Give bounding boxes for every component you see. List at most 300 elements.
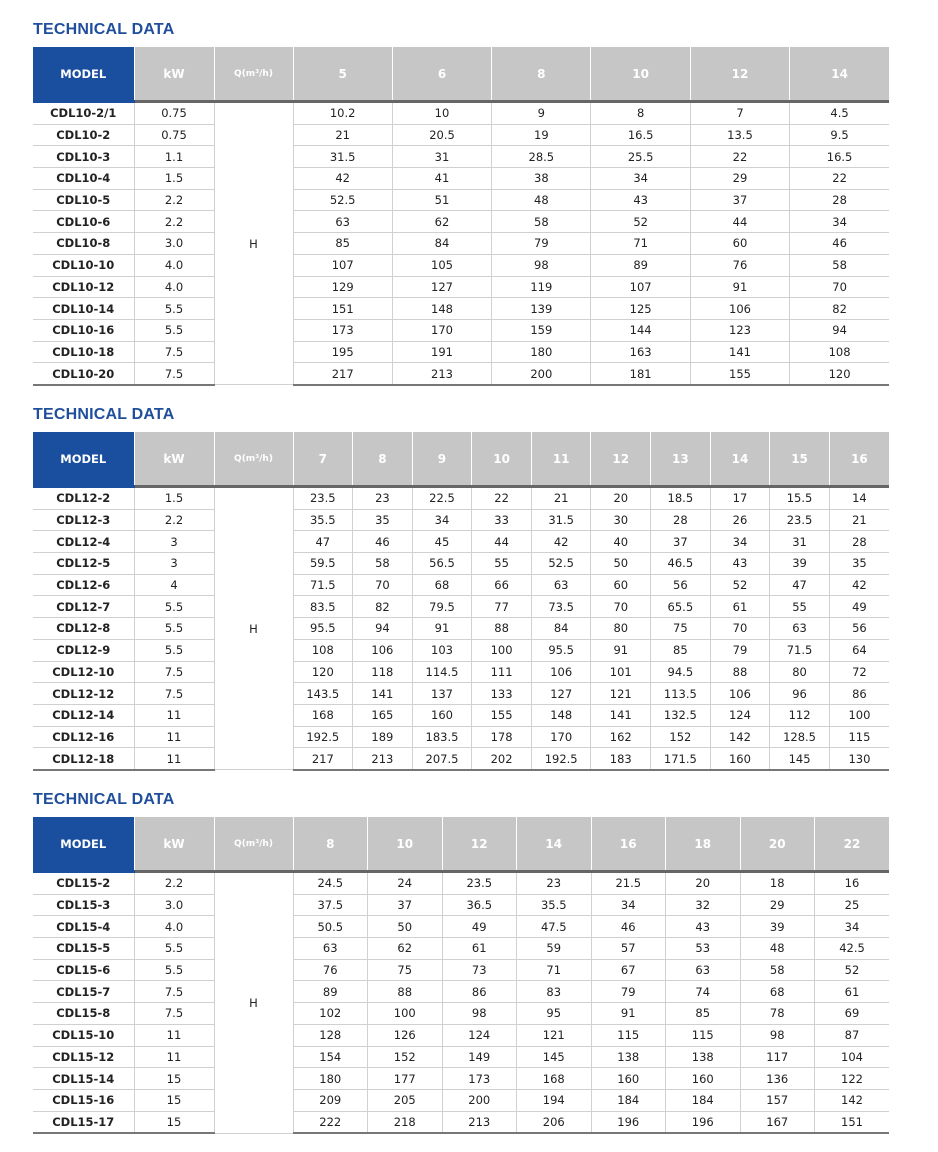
kw-cell: 3	[134, 553, 214, 575]
kw-column-header: kW	[134, 47, 214, 102]
model-cell: CDL12-7	[33, 596, 134, 618]
table-row	[33, 319, 889, 341]
table-row	[33, 487, 889, 510]
head-value-cell: 91	[591, 639, 651, 661]
kw-cell: 5.5	[134, 298, 214, 320]
model-cell: CDL15-10	[33, 1024, 134, 1046]
head-value-cell: 107	[591, 276, 690, 298]
head-value-cell: 58	[790, 254, 889, 276]
head-value-cell: 168	[517, 1068, 592, 1090]
model-cell: CDL12-6	[33, 574, 134, 596]
head-value-cell: 138	[591, 1046, 666, 1068]
section-title: TECHNICAL DATA	[33, 406, 175, 423]
kw-cell: 7.5	[134, 661, 214, 683]
flow-value-header: 10	[368, 817, 443, 872]
head-value-cell: 177	[368, 1068, 443, 1090]
head-value-cell: 100	[368, 1003, 443, 1025]
head-value-cell: 138	[666, 1046, 741, 1068]
head-value-cell: 121	[591, 683, 651, 705]
head-value-cell: 213	[392, 363, 491, 385]
head-value-cell: 64	[829, 639, 889, 661]
model-cell: CDL15-3	[33, 894, 134, 916]
head-value-cell: 45	[412, 531, 472, 553]
kw-cell: 15	[134, 1089, 214, 1111]
head-value-cell: 34	[790, 211, 889, 233]
head-value-cell: 98	[442, 1003, 517, 1025]
model-cell: CDL12-12	[33, 683, 134, 705]
table-row	[33, 124, 889, 146]
model-cell: CDL10-2/1	[33, 102, 134, 125]
head-value-cell: 170	[531, 726, 591, 748]
head-value-cell: 71.5	[770, 639, 830, 661]
head-value-cell: 22	[690, 146, 789, 168]
head-value-cell: 86	[829, 683, 889, 705]
model-column-header: MODEL	[33, 817, 134, 872]
head-value-cell: 94	[790, 319, 889, 341]
table-row	[33, 894, 889, 916]
table-row	[33, 1024, 889, 1046]
head-value-cell: 180	[293, 1068, 368, 1090]
head-value-cell: 62	[368, 938, 443, 960]
head-value-cell: 105	[392, 254, 491, 276]
head-value-cell: 78	[740, 1003, 815, 1025]
head-value-cell: 74	[666, 981, 741, 1003]
head-value-cell: 91	[690, 276, 789, 298]
head-value-cell: 42.5	[815, 938, 890, 960]
head-value-cell: 23.5	[293, 487, 353, 510]
head-value-cell: 88	[710, 661, 770, 683]
head-value-cell: 29	[690, 168, 789, 190]
flow-value-header: 14	[517, 817, 592, 872]
head-value-cell: 180	[492, 341, 591, 363]
table-row	[33, 916, 889, 938]
flow-value-header: 10	[591, 47, 690, 102]
head-value-cell: 112	[770, 704, 830, 726]
flow-value-header: 8	[492, 47, 591, 102]
model-cell: CDL15-14	[33, 1068, 134, 1090]
kw-cell: 3.0	[134, 894, 214, 916]
kw-cell: 11	[134, 748, 214, 770]
head-value-cell: 37.5	[293, 894, 368, 916]
head-value-cell: 71	[591, 233, 690, 255]
head-value-cell: 102	[293, 1003, 368, 1025]
flow-value-header: 10	[472, 432, 532, 487]
head-value-cell: 60	[591, 574, 651, 596]
table-row	[33, 1089, 889, 1111]
head-label-cell: H	[214, 872, 293, 1134]
head-value-cell: 122	[815, 1068, 890, 1090]
head-value-cell: 96	[770, 683, 830, 705]
head-value-cell: 71	[517, 959, 592, 981]
model-cell: CDL15-2	[33, 872, 134, 895]
table-row	[33, 726, 889, 748]
head-value-cell: 87	[815, 1024, 890, 1046]
head-value-cell: 15.5	[770, 487, 830, 510]
head-value-cell: 89	[591, 254, 690, 276]
head-value-cell: 195	[293, 341, 392, 363]
head-value-cell: 184	[666, 1089, 741, 1111]
table-row	[33, 189, 889, 211]
table-row	[33, 509, 889, 531]
flow-value-header: 12	[442, 817, 517, 872]
head-value-cell: 137	[412, 683, 472, 705]
head-value-cell: 152	[651, 726, 711, 748]
flow-value-header: 14	[790, 47, 889, 102]
table-row	[33, 1003, 889, 1025]
flow-value-header: 8	[353, 432, 413, 487]
head-value-cell: 85	[651, 639, 711, 661]
head-value-cell: 125	[591, 298, 690, 320]
table-row	[33, 211, 889, 233]
head-value-cell: 145	[770, 748, 830, 770]
head-value-cell: 94.5	[651, 661, 711, 683]
head-value-cell: 82	[353, 596, 413, 618]
head-value-cell: 46	[591, 916, 666, 938]
model-cell: CDL10-4	[33, 168, 134, 190]
kw-cell: 7.5	[134, 683, 214, 705]
table-row	[33, 639, 889, 661]
head-value-cell: 48	[740, 938, 815, 960]
head-value-cell: 21.5	[591, 872, 666, 895]
head-value-cell: 13.5	[690, 124, 789, 146]
head-value-cell: 44	[472, 531, 532, 553]
head-label-cell: H	[214, 102, 293, 385]
head-value-cell: 121	[517, 1024, 592, 1046]
head-value-cell: 183	[591, 748, 651, 770]
head-value-cell: 57	[591, 938, 666, 960]
head-value-cell: 100	[829, 704, 889, 726]
head-value-cell: 23	[353, 487, 413, 510]
head-value-cell: 117	[740, 1046, 815, 1068]
kw-cell: 11	[134, 704, 214, 726]
kw-column-header: kW	[134, 817, 214, 872]
head-value-cell: 151	[293, 298, 392, 320]
head-value-cell: 39	[770, 553, 830, 575]
head-value-cell: 124	[442, 1024, 517, 1046]
head-value-cell: 85	[293, 233, 392, 255]
head-value-cell: 115	[829, 726, 889, 748]
head-value-cell: 142	[710, 726, 770, 748]
head-value-cell: 51	[392, 189, 491, 211]
head-value-cell: 106	[690, 298, 789, 320]
head-value-cell: 56	[829, 618, 889, 640]
head-value-cell: 75	[651, 618, 711, 640]
table-row	[33, 341, 889, 363]
table-row	[33, 1046, 889, 1068]
table-row	[33, 276, 889, 298]
head-value-cell: 145	[517, 1046, 592, 1068]
head-value-cell: 167	[740, 1111, 815, 1133]
head-value-cell: 28	[790, 189, 889, 211]
head-value-cell: 21	[531, 487, 591, 510]
model-column-header: MODEL	[33, 47, 134, 102]
head-value-cell: 80	[770, 661, 830, 683]
head-value-cell: 61	[815, 981, 890, 1003]
head-value-cell: 173	[293, 319, 392, 341]
head-value-cell: 209	[293, 1089, 368, 1111]
head-value-cell: 126	[368, 1024, 443, 1046]
table-row	[33, 298, 889, 320]
head-value-cell: 38	[492, 168, 591, 190]
head-value-cell: 62	[392, 211, 491, 233]
head-value-cell: 189	[353, 726, 413, 748]
flow-value-header: 6	[392, 47, 491, 102]
model-cell: CDL10-18	[33, 341, 134, 363]
head-value-cell: 31	[770, 531, 830, 553]
technical-data-table	[33, 46, 889, 386]
head-value-cell: 46	[790, 233, 889, 255]
head-value-cell: 84	[392, 233, 491, 255]
flow-column-header: Q(m³/h)	[214, 432, 293, 487]
head-value-cell: 49	[829, 596, 889, 618]
head-value-cell: 129	[293, 276, 392, 298]
head-value-cell: 222	[293, 1111, 368, 1133]
head-value-cell: 46	[353, 531, 413, 553]
flow-value-header: 16	[591, 817, 666, 872]
head-value-cell: 9	[492, 102, 591, 125]
head-value-cell: 16.5	[591, 124, 690, 146]
model-cell: CDL10-20	[33, 363, 134, 385]
technical-data-table	[33, 431, 889, 771]
section-title: TECHNICAL DATA	[33, 791, 175, 808]
head-value-cell: 165	[353, 704, 413, 726]
head-value-cell: 200	[442, 1089, 517, 1111]
head-value-cell: 104	[815, 1046, 890, 1068]
table-row	[33, 233, 889, 255]
model-cell: CDL15-4	[33, 916, 134, 938]
kw-cell: 15	[134, 1068, 214, 1090]
flow-value-header: 22	[815, 817, 890, 872]
head-value-cell: 39	[740, 916, 815, 938]
head-value-cell: 194	[517, 1089, 592, 1111]
head-value-cell: 19	[492, 124, 591, 146]
head-value-cell: 141	[591, 704, 651, 726]
head-value-cell: 35.5	[517, 894, 592, 916]
head-value-cell: 52.5	[531, 553, 591, 575]
flow-value-header: 12	[591, 432, 651, 487]
table-header-row	[33, 47, 889, 102]
head-value-cell: 68	[412, 574, 472, 596]
head-value-cell: 91	[591, 1003, 666, 1025]
table-row	[33, 102, 889, 125]
model-cell: CDL12-14	[33, 704, 134, 726]
kw-cell: 1.1	[134, 146, 214, 168]
kw-cell: 5.5	[134, 938, 214, 960]
head-value-cell: 10.2	[293, 102, 392, 125]
head-value-cell: 155	[690, 363, 789, 385]
head-value-cell: 168	[293, 704, 353, 726]
head-value-cell: 181	[591, 363, 690, 385]
kw-cell: 2.2	[134, 872, 214, 895]
flow-value-header: 12	[690, 47, 789, 102]
head-value-cell: 37	[690, 189, 789, 211]
head-value-cell: 20	[666, 872, 741, 895]
head-value-cell: 76	[690, 254, 789, 276]
head-value-cell: 111	[472, 661, 532, 683]
head-value-cell: 50.5	[293, 916, 368, 938]
kw-cell: 11	[134, 726, 214, 748]
kw-cell: 4.0	[134, 916, 214, 938]
head-value-cell: 47	[293, 531, 353, 553]
head-value-cell: 132.5	[651, 704, 711, 726]
head-value-cell: 103	[412, 639, 472, 661]
kw-cell: 5.5	[134, 319, 214, 341]
head-value-cell: 141	[353, 683, 413, 705]
head-value-cell: 73	[442, 959, 517, 981]
head-value-cell: 44	[690, 211, 789, 233]
head-value-cell: 34	[412, 509, 472, 531]
head-value-cell: 42	[293, 168, 392, 190]
head-value-cell: 136	[740, 1068, 815, 1090]
head-value-cell: 49	[442, 916, 517, 938]
head-value-cell: 58	[740, 959, 815, 981]
head-value-cell: 148	[531, 704, 591, 726]
head-value-cell: 40	[591, 531, 651, 553]
head-value-cell: 16.5	[790, 146, 889, 168]
head-value-cell: 218	[368, 1111, 443, 1133]
head-value-cell: 88	[472, 618, 532, 640]
head-value-cell: 108	[790, 341, 889, 363]
head-value-cell: 192.5	[531, 748, 591, 770]
head-value-cell: 47	[770, 574, 830, 596]
head-value-cell: 42	[531, 531, 591, 553]
head-value-cell: 88	[368, 981, 443, 1003]
table-row	[33, 596, 889, 618]
head-value-cell: 34	[591, 168, 690, 190]
technical-data-table	[33, 816, 889, 1134]
head-value-cell: 171.5	[651, 748, 711, 770]
table-header-row	[33, 817, 889, 872]
model-cell: CDL12-18	[33, 748, 134, 770]
flow-value-header: 13	[651, 432, 711, 487]
head-value-cell: 173	[442, 1068, 517, 1090]
head-value-cell: 31.5	[531, 509, 591, 531]
head-value-cell: 217	[293, 363, 392, 385]
table-row	[33, 574, 889, 596]
kw-cell: 1.5	[134, 487, 214, 510]
head-value-cell: 24.5	[293, 872, 368, 895]
head-value-cell: 118	[353, 661, 413, 683]
head-value-cell: 157	[740, 1089, 815, 1111]
head-value-cell: 196	[591, 1111, 666, 1133]
table-row	[33, 531, 889, 553]
kw-cell: 5.5	[134, 596, 214, 618]
kw-cell: 15	[134, 1111, 214, 1133]
kw-cell: 7.5	[134, 341, 214, 363]
head-value-cell: 61	[442, 938, 517, 960]
model-cell: CDL12-5	[33, 553, 134, 575]
table-row	[33, 146, 889, 168]
head-value-cell: 79.5	[412, 596, 472, 618]
model-cell: CDL15-16	[33, 1089, 134, 1111]
head-value-cell: 91	[412, 618, 472, 640]
model-cell: CDL12-4	[33, 531, 134, 553]
head-value-cell: 21	[829, 509, 889, 531]
kw-cell: 11	[134, 1046, 214, 1068]
model-cell: CDL10-6	[33, 211, 134, 233]
head-value-cell: 63	[666, 959, 741, 981]
head-value-cell: 119	[492, 276, 591, 298]
head-value-cell: 84	[531, 618, 591, 640]
model-cell: CDL12-8	[33, 618, 134, 640]
kw-cell: 4	[134, 574, 214, 596]
flow-value-header: 5	[293, 47, 392, 102]
head-value-cell: 56	[651, 574, 711, 596]
table-row	[33, 363, 889, 385]
head-value-cell: 20.5	[392, 124, 491, 146]
head-value-cell: 160	[710, 748, 770, 770]
head-value-cell: 71.5	[293, 574, 353, 596]
head-value-cell: 14	[829, 487, 889, 510]
head-value-cell: 160	[591, 1068, 666, 1090]
head-value-cell: 79	[710, 639, 770, 661]
kw-cell: 7.5	[134, 363, 214, 385]
head-value-cell: 155	[472, 704, 532, 726]
model-cell: CDL15-8	[33, 1003, 134, 1025]
head-value-cell: 43	[591, 189, 690, 211]
section-title: TECHNICAL DATA	[33, 21, 175, 38]
kw-cell: 3.0	[134, 233, 214, 255]
head-value-cell: 55	[472, 553, 532, 575]
head-value-cell: 98	[492, 254, 591, 276]
head-value-cell: 35	[829, 553, 889, 575]
head-value-cell: 23.5	[770, 509, 830, 531]
head-value-cell: 124	[710, 704, 770, 726]
head-value-cell: 53	[666, 938, 741, 960]
model-cell: CDL15-6	[33, 959, 134, 981]
head-value-cell: 28	[651, 509, 711, 531]
head-value-cell: 82	[790, 298, 889, 320]
head-value-cell: 95.5	[531, 639, 591, 661]
head-value-cell: 70	[790, 276, 889, 298]
head-value-cell: 43	[666, 916, 741, 938]
head-value-cell: 206	[517, 1111, 592, 1133]
head-value-cell: 152	[368, 1046, 443, 1068]
model-cell: CDL12-9	[33, 639, 134, 661]
head-value-cell: 98	[740, 1024, 815, 1046]
kw-cell: 3	[134, 531, 214, 553]
head-value-cell: 18.5	[651, 487, 711, 510]
head-value-cell: 139	[492, 298, 591, 320]
head-value-cell: 159	[492, 319, 591, 341]
head-value-cell: 59.5	[293, 553, 353, 575]
kw-cell: 5.5	[134, 959, 214, 981]
head-value-cell: 67	[591, 959, 666, 981]
head-value-cell: 120	[790, 363, 889, 385]
head-label-cell: H	[214, 487, 293, 770]
head-value-cell: 151	[815, 1111, 890, 1133]
head-value-cell: 16	[815, 872, 890, 895]
head-value-cell: 34	[591, 894, 666, 916]
head-value-cell: 202	[472, 748, 532, 770]
head-value-cell: 115	[666, 1024, 741, 1046]
head-value-cell: 75	[368, 959, 443, 981]
head-value-cell: 213	[353, 748, 413, 770]
head-value-cell: 55	[770, 596, 830, 618]
head-value-cell: 192.5	[293, 726, 353, 748]
model-cell: CDL10-14	[33, 298, 134, 320]
head-value-cell: 66	[472, 574, 532, 596]
model-cell: CDL15-5	[33, 938, 134, 960]
table-row	[33, 959, 889, 981]
table-row	[33, 254, 889, 276]
head-value-cell: 50	[591, 553, 651, 575]
table-row	[33, 168, 889, 190]
head-value-cell: 26	[710, 509, 770, 531]
head-value-cell: 94	[353, 618, 413, 640]
head-value-cell: 31	[392, 146, 491, 168]
head-value-cell: 127	[531, 683, 591, 705]
